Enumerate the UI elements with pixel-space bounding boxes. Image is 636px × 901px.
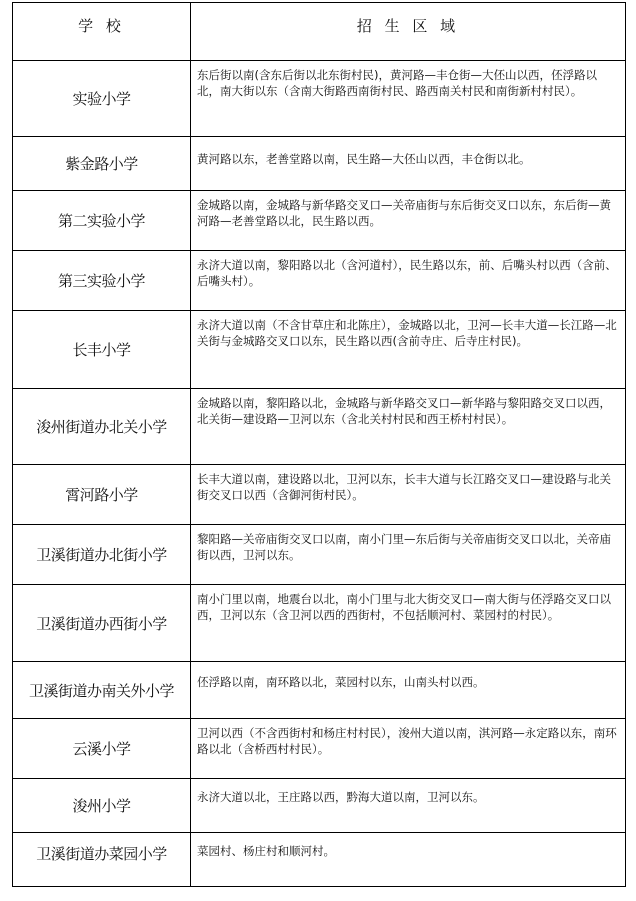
school-name: 实验小学 [13, 61, 191, 137]
header-zone: 招 生 区 域 [191, 3, 626, 61]
school-name: 浚州小学 [13, 779, 191, 833]
zone-description: 南小门里以南，地震台以北，南小门里与北大街交叉口—南大街与伾浮路交叉口以西，卫河以东（含卫河以西的西街村，不包括顺河村、菜园村的村民）。 [191, 585, 626, 662]
table-row [13, 137, 626, 191]
table-row [13, 389, 626, 465]
zone-description: 黄河路以东，老善堂路以南，民生路—大伾山以西，丰仓街以北。 [191, 137, 626, 191]
table-row [13, 61, 626, 137]
table-row [13, 719, 626, 779]
zone-description: 金城路以南，金城路与新华路交叉口—关帝庙街与东后街交叉口以东，东后街—黄河路—老善堂路以北，民生路以西。 [191, 191, 626, 251]
zone-description: 东后街以南(含东后街以北东街村民)，黄河路—丰仓街—大伾山以西，伾浮路以北，南大街以东（含南大街路西南街村民、路西南关村民和南街新村村民）。 [191, 61, 626, 137]
zone-description: 永济大道以北，王庄路以西，黔海大道以南，卫河以东。 [191, 779, 626, 833]
zone-description: 金城路以南，黎阳路以北，金城路与新华路交叉口—新华路与黎阳路交叉口以西，北关街—建设路—卫河以东（含北关村村民和西王桥村村民）。 [191, 389, 626, 465]
school-name: 长丰小学 [13, 311, 191, 389]
zone-description: 菜园村、杨庄村和顺河村。 [191, 833, 626, 887]
table-row [13, 833, 626, 887]
school-name: 卫溪街道办北街小学 [13, 525, 191, 585]
school-name: 紫金路小学 [13, 137, 191, 191]
school-name: 卫溪街道办西街小学 [13, 585, 191, 662]
table-row [13, 585, 626, 662]
school-name: 卫溪街道办南关外小学 [13, 662, 191, 719]
table-row [13, 525, 626, 585]
school-name: 第二实验小学 [13, 191, 191, 251]
zone-description: 黎阳路—关帝庙街交叉口以南，南小门里—东后街与关帝庙街交叉口以北，关帝庙街以西，卫河以东。 [191, 525, 626, 585]
zone-description: 伾浮路以南，南环路以北，菜园村以东，山南头村以西。 [191, 662, 626, 719]
table-row [13, 465, 626, 525]
school-name: 浚州街道办北关小学 [13, 389, 191, 465]
table-row [13, 662, 626, 719]
school-name: 霄河路小学 [13, 465, 191, 525]
table-row [13, 191, 626, 251]
table-row [13, 779, 626, 833]
enrollment-zone-table [12, 2, 626, 887]
zone-description: 卫河以西（不含西街村和杨庄村村民），浚州大道以南，淇河路—永定路以东，南环路以北（含桥西村村民）。 [191, 719, 626, 779]
header-school: 学 校 [13, 3, 191, 61]
school-name: 云溪小学 [13, 719, 191, 779]
school-name: 卫溪街道办菜园小学 [13, 833, 191, 887]
zone-description: 长丰大道以南，建设路以北，卫河以东，长丰大道与长江路交叉口—建设路与北关街交叉口以西（含御河街村民）。 [191, 465, 626, 525]
table-row [13, 311, 626, 389]
zone-description: 永济大道以南，黎阳路以北（含河道村），民生路以东，前、后嘴头村以西（含前、后嘴头村）。 [191, 251, 626, 311]
table-header-row [13, 3, 626, 61]
zone-description: 永济大道以南（不含甘草庄和北陈庄），金城路以北，卫河—长丰大道—长江路—北关街与金城路交叉口以东，民生路以西(含前寺庄、后寺庄村民)。 [191, 311, 626, 389]
table-row [13, 251, 626, 311]
school-name: 第三实验小学 [13, 251, 191, 311]
